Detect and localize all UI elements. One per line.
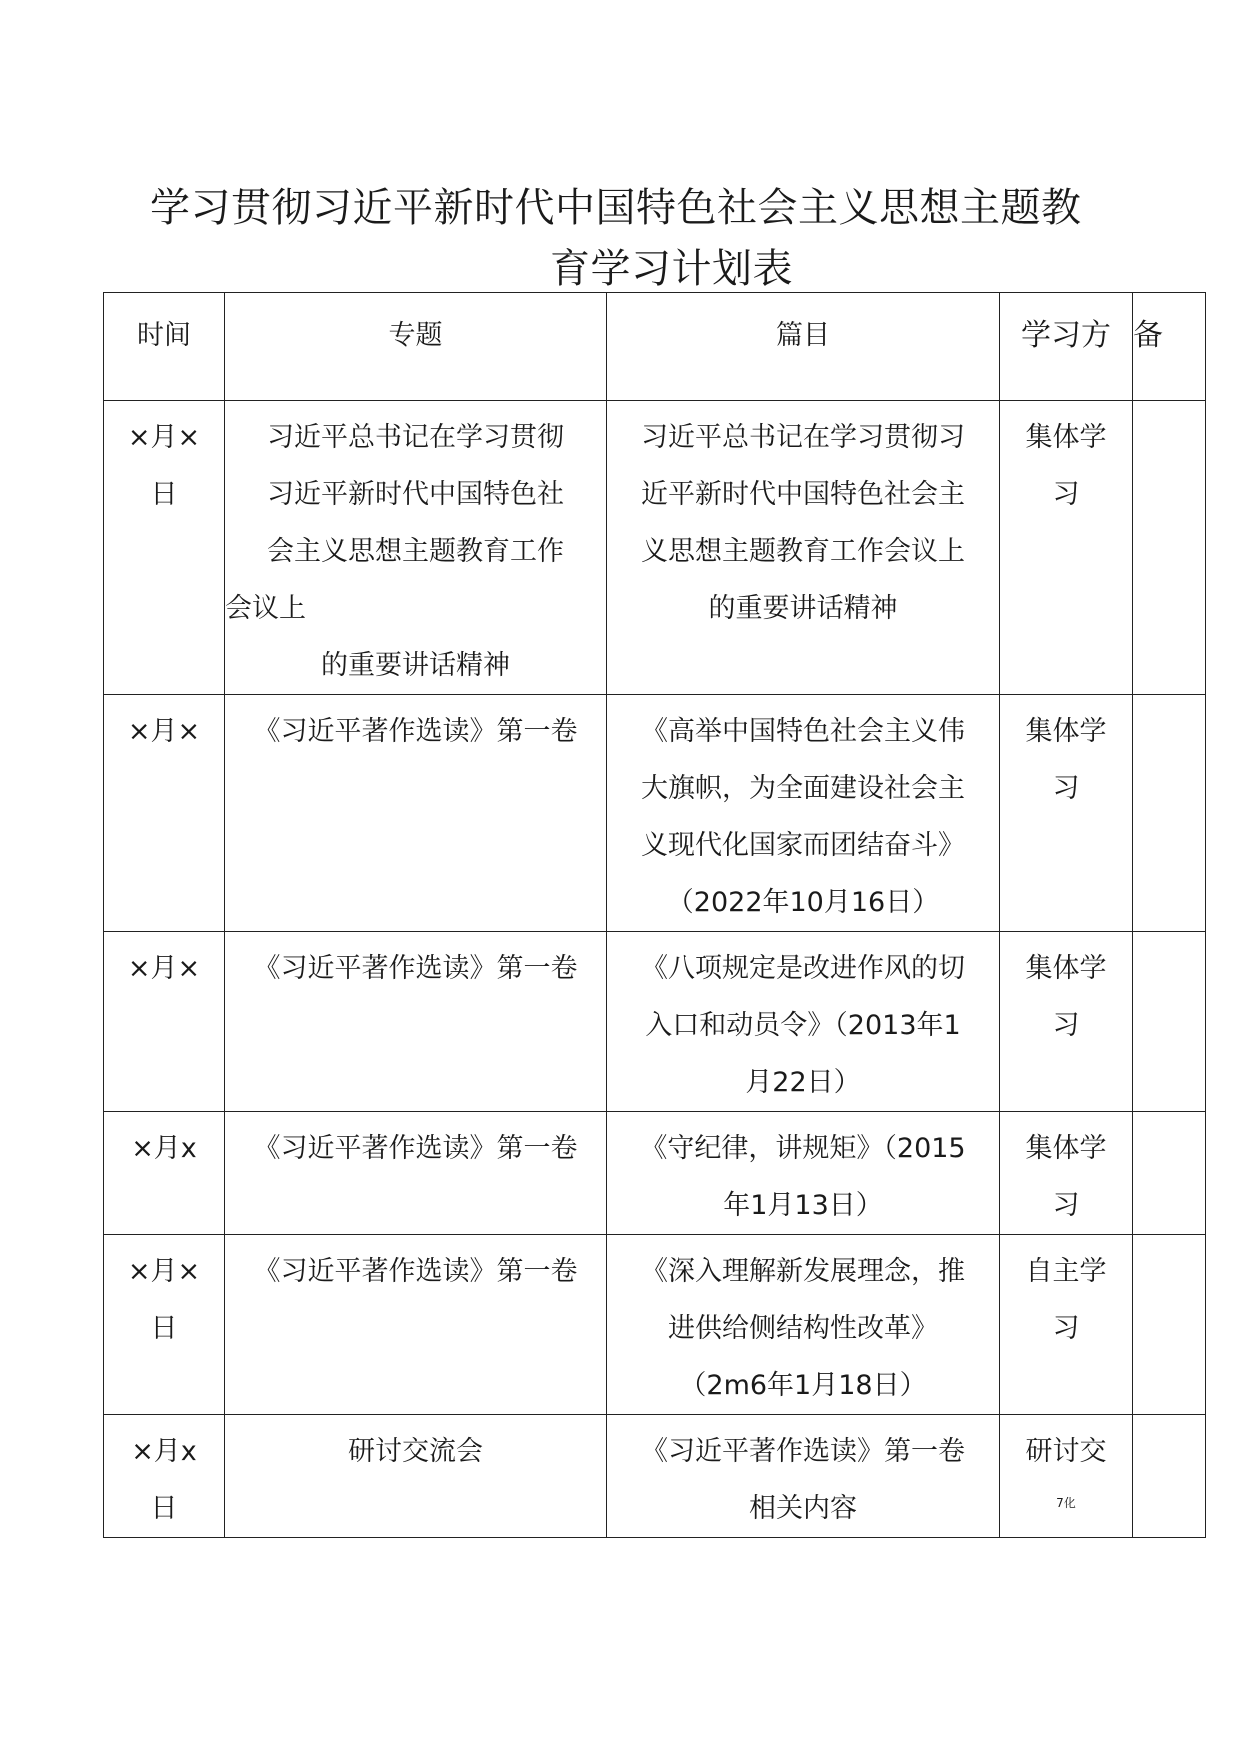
- cell-method: [1000, 932, 1133, 1112]
- cell-note: [1133, 932, 1206, 1112]
- document-title-line1: 学习贯彻习近平新时代中国特色社会主义思想主题教: [150, 185, 1082, 231]
- table-row: [104, 401, 1206, 695]
- article-line: 相关内容: [749, 1493, 857, 1524]
- cell-article: [607, 1415, 1000, 1538]
- method-line: 自主学: [1025, 1256, 1107, 1287]
- article-line: 进供给侧结构性改革》: [668, 1313, 938, 1344]
- article-line: 习近平总书记在学习贯彻习: [641, 422, 965, 453]
- topic-line: 《习近平著作选读》第一卷: [253, 1133, 578, 1164]
- method-line: 习: [1052, 1010, 1080, 1041]
- method-line: 习: [1052, 1313, 1080, 1344]
- cell-topic: [225, 1415, 607, 1538]
- cell-note: [1133, 1235, 1206, 1415]
- time-line: ×月×: [127, 953, 201, 984]
- cell-time: [104, 401, 225, 695]
- cell-method: [1000, 1235, 1133, 1415]
- article-line: 《高举中国特色社会主义伟: [641, 716, 965, 747]
- article-line: （2m6年1月18日）: [679, 1370, 927, 1401]
- method-line: 集体学: [1025, 1133, 1107, 1164]
- cell-topic: [225, 1112, 607, 1235]
- cell-note: [1133, 695, 1206, 932]
- table-row: [104, 1415, 1206, 1538]
- cell-method: [1000, 401, 1133, 695]
- topic-line: 研讨交流会: [348, 1436, 483, 1467]
- table-row: [104, 1235, 1206, 1415]
- topic-line: 会主义思想主题教育工作: [267, 536, 564, 567]
- article-line: 《八项规定是改进作风的切: [641, 953, 965, 984]
- article-line: 近平新时代中国特色社会主: [641, 479, 965, 510]
- header-note: 备: [1133, 293, 1206, 401]
- cell-note: [1133, 401, 1206, 695]
- topic-line: 习近平总书记在学习贯彻: [267, 422, 564, 453]
- table-row: [104, 695, 1206, 932]
- cell-method: [1000, 1112, 1133, 1235]
- article-line: 的重要讲话精神: [708, 593, 898, 624]
- method-line: 习: [1052, 1190, 1080, 1221]
- cell-time: [104, 1235, 225, 1415]
- cell-note: [1133, 1415, 1206, 1538]
- topic-line: 会议上: [225, 593, 306, 624]
- cell-article: [607, 1235, 1000, 1415]
- article-line: 年1月13日）: [723, 1190, 883, 1221]
- article-line: 义现代化国家而团结奋斗》: [641, 830, 965, 861]
- topic-line: 习近平新时代中国特色社: [267, 479, 564, 510]
- method-line: 习: [1052, 479, 1080, 510]
- time-line: ×月×: [127, 1256, 201, 1287]
- table-header-row: [104, 293, 1206, 401]
- topic-line: 《习近平著作选读》第一卷: [253, 716, 578, 747]
- time-line: ×月×: [127, 716, 201, 747]
- table-row: [104, 1112, 1206, 1235]
- article-line: 《习近平著作选读》第一卷: [641, 1436, 965, 1467]
- cell-time: [104, 932, 225, 1112]
- method-small-note: 7化: [1056, 1496, 1076, 1510]
- cell-time: [104, 1415, 225, 1538]
- cell-note: [1133, 1112, 1206, 1235]
- cell-article: [607, 932, 1000, 1112]
- article-line: 月22日）: [745, 1067, 861, 1098]
- header-time: 时间: [104, 293, 225, 401]
- method-line: 集体学: [1025, 953, 1107, 984]
- cell-article: [607, 1112, 1000, 1235]
- article-line: （2022年10月16日）: [666, 887, 940, 918]
- cell-topic: [225, 401, 607, 695]
- time-line: 日: [150, 1493, 178, 1524]
- cell-method: [1000, 1415, 1133, 1538]
- topic-line: 《习近平著作选读》第一卷: [253, 1256, 578, 1287]
- article-line: 义思想主题教育工作会议上: [641, 536, 965, 567]
- article-line: 入口和动员令》（2013年1: [645, 1010, 961, 1041]
- article-line: 《守纪律，讲规矩》（2015: [640, 1133, 966, 1164]
- time-line: ×月×: [127, 422, 201, 453]
- topic-line: 的重要讲话精神: [321, 650, 510, 681]
- document-title-line2: 育学习计划表: [550, 246, 793, 292]
- article-line: 大旗帜，为全面建设社会主: [641, 773, 965, 804]
- cell-topic: [225, 1235, 607, 1415]
- article-line: 《深入理解新发展理念，推: [641, 1256, 965, 1287]
- method-line: 集体学: [1025, 716, 1107, 747]
- method-line: 习: [1052, 773, 1080, 804]
- table-row: [104, 932, 1206, 1112]
- time-line: 日: [150, 479, 178, 510]
- cell-topic: [225, 932, 607, 1112]
- topic-line: 《习近平著作选读》第一卷: [253, 953, 578, 984]
- time-line: 日: [150, 1313, 178, 1344]
- cell-time: [104, 695, 225, 932]
- time-line: ×月x: [131, 1436, 197, 1467]
- cell-time: [104, 1112, 225, 1235]
- method-line: 集体学: [1025, 422, 1107, 453]
- cell-method: [1000, 695, 1133, 932]
- header-topic: 专题: [225, 293, 607, 401]
- study-plan-table: [103, 292, 1206, 1538]
- cell-topic: [225, 695, 607, 932]
- header-article: 篇目: [607, 293, 1000, 401]
- time-line: ×月x: [131, 1133, 197, 1164]
- cell-article: [607, 695, 1000, 932]
- cell-article: [607, 401, 1000, 695]
- header-method: 学习方: [1000, 293, 1133, 401]
- method-line: 研讨交: [1025, 1436, 1107, 1467]
